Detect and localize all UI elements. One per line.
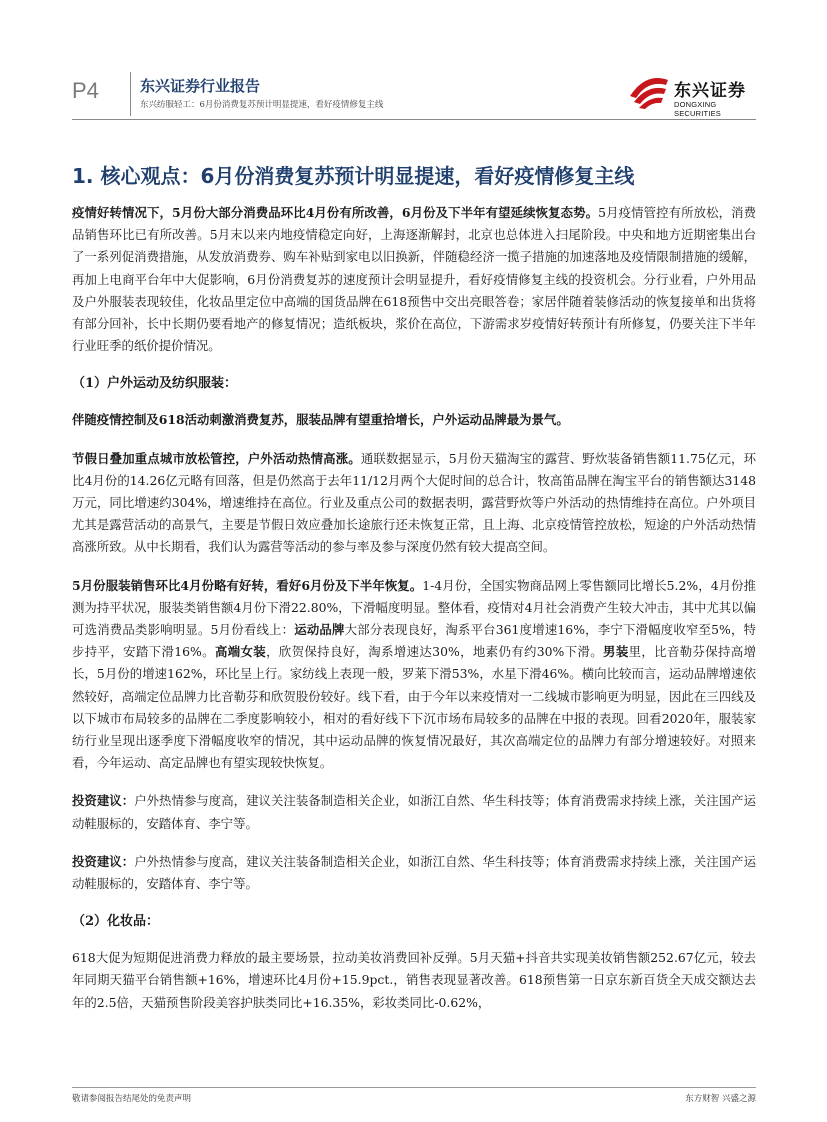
subheading-cosmetics: （2）化妆品：	[72, 914, 160, 930]
apparel-sales-text-4: 里，比音勒芬保持高增长，5月份的增速162%，环比呈上行。家纺线上表现一般，罗莱下滑53%，水星下滑46%。横向比较而言，运动品牌增速依然较好，高端定位品牌力比音勒芬和欣贺股份较好。线下看，由于今年以来疫情对一二线城市影响更为明显，因此在三四线及以下城市布局较多的品牌在二季度影响较小，相对的看好线下下沉市场布局较多的品牌在中报的表现。回看2020年，服装家纺行业呈现出逐季度下滑幅度收窄的情况，其中运动品牌的恢复情况最好，其次高端定位的品牌力有部分增速较好。对照来看，今年运动、高定品牌也有望实现较快恢复。	[72, 644, 757, 771]
investment-advice-body-1: 户外热情参与度高，建议关注装备制造相关企业，如浙江自然、华生科技等；体育消费需求持续上涨，关注国产运动鞋服标的，安踏体育、李宁等。	[72, 793, 757, 831]
investment-advice-body-2: 户外热情参与度高，建议关注装备制造相关企业，如浙江自然、华生科技等；体育消费需求持续上涨，关注国产运动鞋服标的，安踏体育、李宁等。	[72, 853, 757, 892]
paragraph-cosmetics: 618大促为短期促进消费力释放的最主要场景，拉动美妆消费回补反弹。5月天猫+抖音共实现美妆销售额252.67亿元，较去年同期天猫平台销售额+16%，增速环比4月份+15.9pct.，销售表现显著改善。618预售第一日京东新百货全天成交额达去年的2.5倍，天猫预售阶段美容护肤类同比+16.35%，彩妆类同比-0.62%，	[72, 950, 756, 1010]
page-header	[0, 0, 827, 120]
paragraph-outdoor-activity	[72, 448, 756, 559]
paragraph-outdoor-summary: 伴随疫情控制及618活动刺激消费复苏，服装品牌有望重拾增长，户外运动品牌最为景气。	[72, 412, 569, 428]
subheading-outdoor-apparel: （1）户外运动及纺织服装：	[72, 376, 238, 392]
outdoor-activity-body: 通联数据显示，5月份天猫淘宝的露营、野炊装备销售额11.75亿元，环比4月份的14.26亿元略有回落，但是仍然高于去年11/12月两个大促时间的总合计，牧高笛品牌在淘宝平台的销售额达3148万元，同比增速约304%，增速维持在高位。行业及重点公司的数据表明，露营野炊等户外活动的热情维持在高位。户外项目尤其是露营活动的高景气，主要是节假日效应叠加长途旅行还未恢复正常，且上海、北京疫情管控放松，短途的户外活动热情高涨所致。从中长期看，我们认为露营等活动的参与率及参与深度仍然有较大提高空间。	[72, 450, 756, 555]
apparel-sales-text-3: ，欣贺保持良好，淘系增速达30%，地素仍有约30%下滑。	[266, 644, 604, 660]
logo-text-en: DONGXING SECURITIES	[674, 100, 722, 118]
outdoor-activity-lead: 节假日叠加重点城市放松管控，户外活动热情高涨。	[72, 450, 361, 466]
apparel-sales-lead: 5月份服装销售环比4月份略有好转，看好6月份及下半年恢复。	[72, 577, 423, 593]
report-title: 东兴证券行业报告	[140, 77, 261, 95]
footer-slogan: 东方财智 兴盛之源	[685, 1094, 756, 1104]
page-number: P4	[72, 78, 99, 103]
overview-lead: 疫情好转情况下，5月份大部分消费品环比4月份有所改善，6月份及下半年有望延续恢复态势。	[72, 205, 599, 220]
apparel-sales-text-2: 大部分表现良好，淘系平台361度增速16%，李宁下滑幅度收窄至5%，特步持平，安踏下滑16%。	[72, 622, 756, 660]
header-divider	[130, 72, 131, 116]
report-subtitle: 东兴纺服轻工：6月份消费复苏预计明显提速，看好疫情修复主线	[140, 100, 384, 110]
footer-rule	[72, 1087, 756, 1088]
investment-advice-lead-1: 投资建议：	[72, 793, 135, 809]
paragraph-investment-advice-2	[72, 851, 756, 895]
company-logo	[626, 70, 758, 116]
apparel-women-wear: 高端女装	[214, 644, 267, 660]
investment-advice-lead-2: 投资建议：	[72, 853, 135, 869]
paragraph-apparel-sales	[72, 575, 756, 775]
logo-text-cn: 东兴证券	[674, 81, 746, 101]
report-body	[72, 202, 756, 1030]
section-title: 1. 核心观点：6月份消费复苏预计明显提速，看好疫情修复主线	[72, 164, 635, 188]
apparel-men-wear: 男装	[603, 644, 629, 660]
paragraph-investment-advice-1	[72, 790, 756, 834]
logo-mark-icon	[626, 70, 672, 110]
header-rule	[72, 119, 756, 120]
overview-body: 5月疫情管控有所放松，消费品销售环比已有所改善。5月末以来内地疫情稳定向好，上海逐渐解封，北京也总体进入扫尾阶段。中央和地方近期密集出台了一系列促消费措施，从发放消费券、购车补贴到家电以旧换新，伴随稳经济一揽子措施的加速落地及疫情限制措施的缓解，再加上电商平台年中大促影响，6月份消费复苏的速度预计会明显提升，看好疫情修复主线的投资机会。分行业看，户外用品及户外服装表现较佳，化妆品里定位中高端的国货品牌在618预售中交出亮眼答卷；家居伴随着装修活动的恢复接单和出货将有部分回补，长中长期仍要看地产的修复情况；造纸板块，浆价在高位，下游需求岁疫情好转预计有所修复，仍要关注下半年行业旺季的纸价提价情况。	[72, 205, 756, 354]
apparel-sports-brand: 运动品牌	[294, 622, 345, 638]
paragraph-overview	[72, 202, 756, 357]
footer-disclaimer: 敬请参阅报告结尾处的免责声明	[72, 1094, 192, 1104]
apparel-sales-text-1: 1-4月份，全国实物商品网上零售额同比增长5.2%，4月份推测为持平状况，服装类销售额4月份下滑22.80%，下滑幅度明显。整体看，疫情对4月社会消费产生较大冲击，其中尤其以偏可选消费品类影响明显。5月份看线上：	[72, 577, 756, 638]
